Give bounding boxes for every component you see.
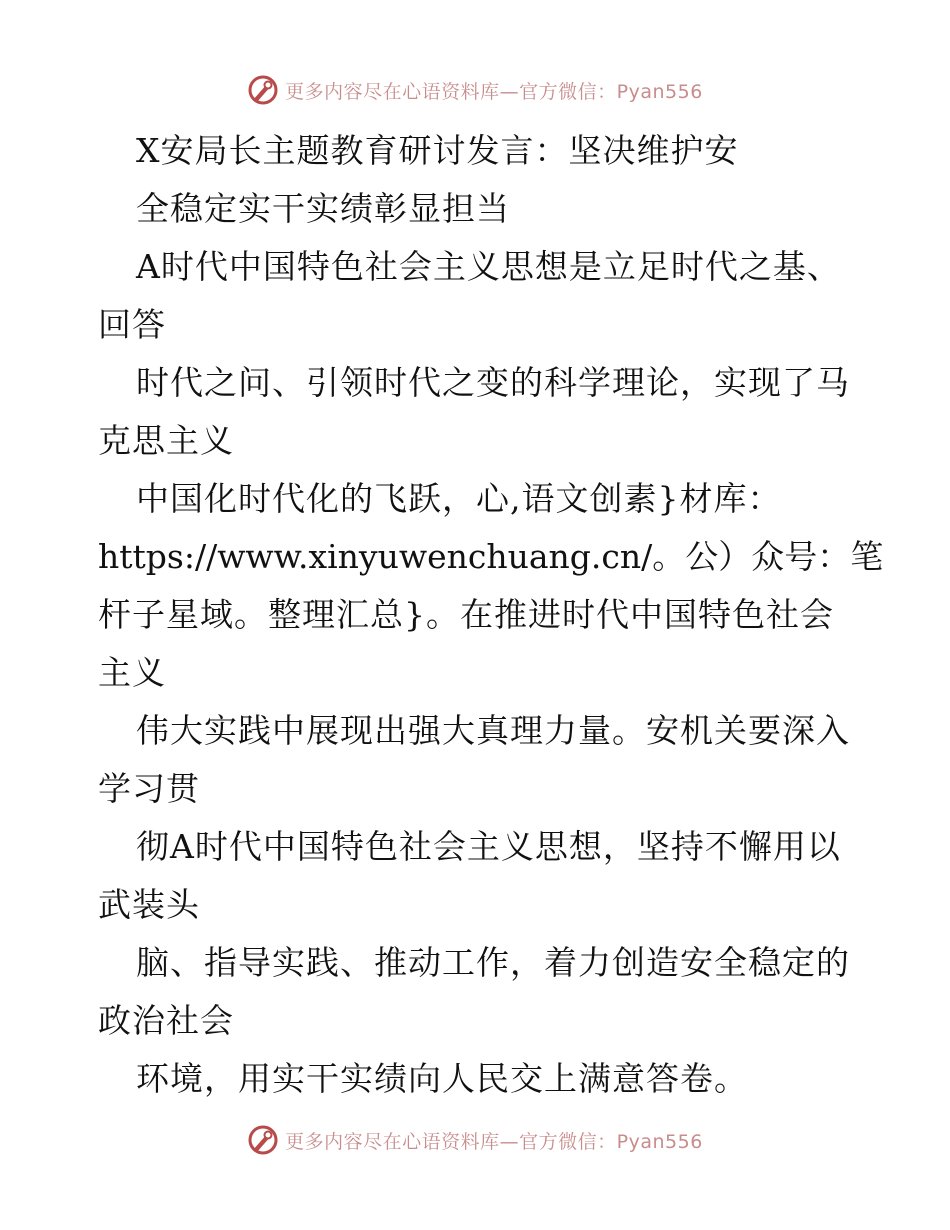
paragraph-line: 中国化时代化的飞跃，心,语文创素}材库： xyxy=(136,479,782,518)
watermark-text: 更多内容尽在心语资料库—官方微信：Pyan556 xyxy=(285,1130,703,1153)
paragraph-line: 伟大实践中展现出强大真理力量。安机关要深入 xyxy=(136,711,850,750)
paragraph-line: 武装头 xyxy=(98,885,200,924)
paragraph-line-url: https://www.xinyuwenchuang.cn/。公）众号：笔 xyxy=(98,537,884,576)
title-line-1: X安局长主题教育研讨发言：坚决维护安 xyxy=(136,131,739,170)
paragraph-line: 克思主义 xyxy=(98,421,234,460)
paragraph-line: 环境，用实干实绩向人民交上满意答卷。 xyxy=(136,1059,748,1098)
paragraph-line: 脑、指导实践、推动工作，着力创造安全稳定的 xyxy=(136,943,850,982)
pen-logo-icon xyxy=(247,74,279,106)
paragraph-line: 政治社会 xyxy=(98,1001,234,1040)
document-body xyxy=(98,122,884,1108)
paragraph-line: 主义 xyxy=(98,653,166,692)
watermark-text: 更多内容尽在心语资料库—官方微信：Pyan556 xyxy=(285,80,703,103)
paragraph-line: 时代之问、引领时代之变的科学理论，实现了马 xyxy=(136,363,850,402)
paragraph-line: A时代中国特色社会主义思想是立足时代之基、 xyxy=(136,247,841,286)
title-line-2: 全稳定实干实绩彰显担当 xyxy=(136,189,510,228)
paragraph-line: 回答 xyxy=(98,305,166,344)
footer-watermark xyxy=(0,1122,950,1158)
paragraph-line: 学习贯 xyxy=(98,769,200,808)
pen-logo-icon xyxy=(247,1124,279,1156)
header-watermark xyxy=(0,72,950,108)
paragraph-line: 杆子星域。整理汇总}。在推进时代中国特色社会 xyxy=(98,595,834,634)
paragraph-line: 彻A时代中国特色社会主义思想，坚持不懈用以 xyxy=(136,827,841,866)
